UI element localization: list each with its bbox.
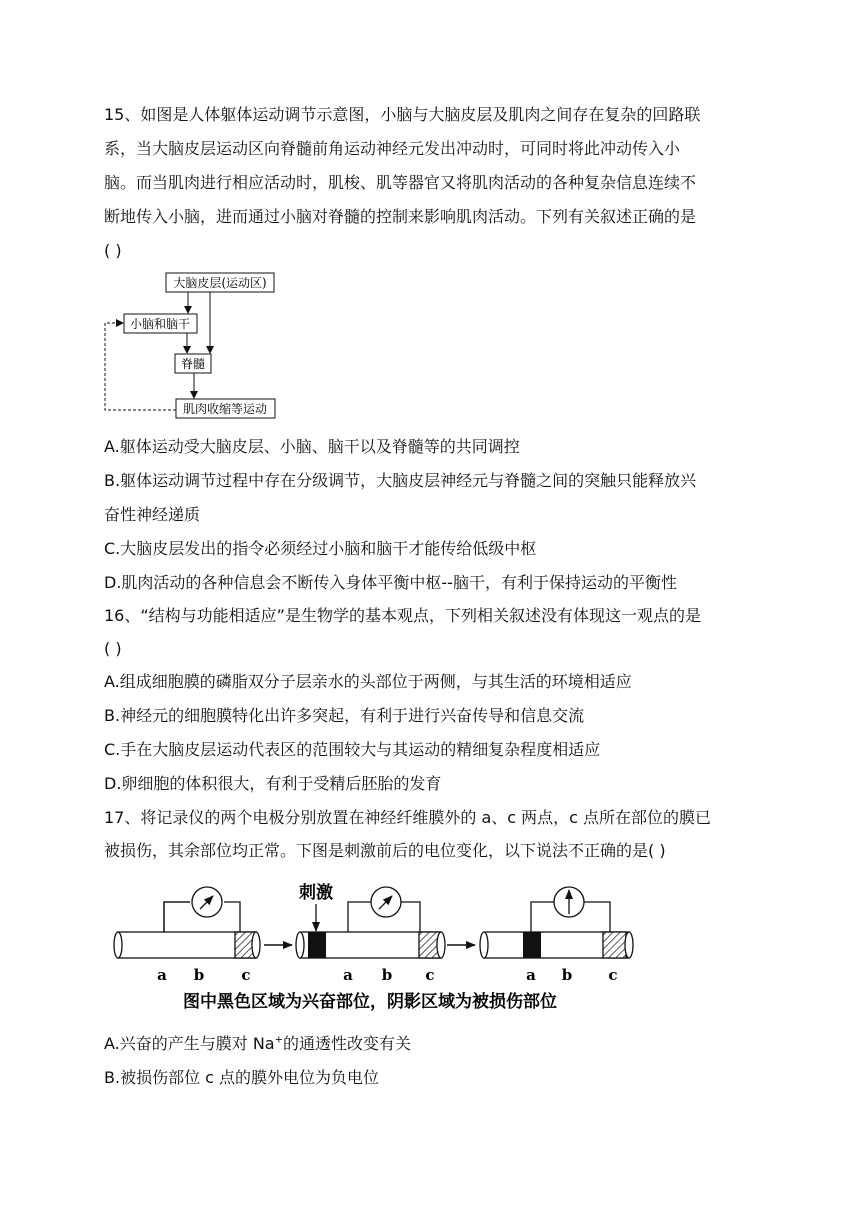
- label-c: c: [608, 966, 618, 984]
- q17-stem-line-2: 被损伤，其余部位均正常。下图是刺激前后的电位变化，以下说法不正确的是( ): [104, 841, 666, 860]
- q17-stem-line-1: 17、将记录仪的两个电极分别放置在神经纤维膜外的 a、c 两点，c 点所在部位的膜已: [104, 808, 712, 827]
- label-c: c: [425, 966, 435, 984]
- q15-stem-line-1: 15、如图是人体躯体运动调节示意图，小脑与大脑皮层及肌肉之间存在复杂的回路联: [104, 105, 701, 124]
- motor-control-diagram: [95, 265, 295, 425]
- q15-stem-line-4: 断地传入小脑，进而通过小脑对脊髓的控制来影响肌肉活动。下列有关叙述正确的是: [104, 207, 697, 226]
- q16-option-d: D.卵细胞的体积很大，有利于受精后胚胎的发育: [104, 774, 442, 793]
- q16-option-a: A.组成细胞膜的磷脂双分子层亲水的头部位于两侧，与其生活的环境相适应: [104, 672, 632, 691]
- q15-stem-line-3: 脑。而当肌肉进行相应活动时，肌梭、肌等器官又将肌肉活动的各种复杂信息连续不: [104, 173, 697, 192]
- q15-option-a: A.躯体运动受大脑皮层、小脑、脑干以及脊髓等的共同调控: [104, 437, 520, 456]
- fiber-end: [252, 932, 260, 958]
- stimulus-label: 刺激: [299, 883, 333, 903]
- nerve-fiber-figure: [100, 872, 660, 1022]
- q15-stem-line-2: 系，当大脑皮层运动区向脊髓前角运动神经元发出冲动时，可同时将此冲动传入小: [104, 139, 681, 158]
- muscle-label: 肌肉收缩等运动: [182, 402, 268, 416]
- q16-answer-blank: ( ): [104, 639, 122, 658]
- q16-option-b: B.神经元的细胞膜特化出许多突起，有利于进行兴奋传导和信息交流: [104, 706, 585, 725]
- q17-option-a-tail: 的通透性改变有关: [283, 1034, 412, 1053]
- q17-option-a: [104, 1034, 411, 1054]
- label-b: b: [381, 966, 393, 984]
- label-c: c: [241, 966, 251, 984]
- fiber-end: [625, 932, 633, 958]
- q17-option-b: B.被损伤部位 c 点的膜外电位为负电位: [104, 1068, 380, 1087]
- q16-option-c: C.手在大脑皮层运动代表区的范围较大与其运动的精细复杂程度相适应: [104, 740, 601, 759]
- panel-before-stimulus: [114, 887, 260, 958]
- fiber-end: [437, 932, 445, 958]
- cortex-label: 大脑皮层(运动区): [173, 276, 267, 290]
- label-a: a: [157, 966, 167, 984]
- point-labels: [157, 966, 617, 984]
- figure-caption: 图中黑色区域为兴奋部位，阴影区域为被损伤部位: [183, 992, 557, 1012]
- excited-region: [308, 932, 326, 958]
- electrode-wires: [164, 902, 190, 932]
- cerebellum-label: 小脑和脑干: [129, 317, 191, 331]
- label-a: a: [526, 966, 536, 984]
- label-b: b: [561, 966, 573, 984]
- damaged-region: [603, 932, 626, 958]
- label-a: a: [343, 966, 353, 984]
- q15-option-b-cont: 奋性神经递质: [104, 505, 201, 524]
- q16-stem-line-1: 16、“结构与功能相适应”是生物学的基本观点，下列相关叙述没有体现这一观点的是: [104, 606, 701, 625]
- panel-after-stimulus: [296, 882, 445, 958]
- sodium-charge: +: [274, 1034, 284, 1046]
- q15-option-c: C.大脑皮层发出的指令必须经过小脑和脑干才能传给低级中枢: [104, 539, 537, 558]
- q15-option-b: B.躯体运动调节过程中存在分级调节，大脑皮层神经元与脊髓之间的突触只能释放兴: [104, 471, 697, 490]
- feedback-dashed-loop: [105, 323, 176, 410]
- spinal-label: 脊髓: [180, 357, 206, 371]
- excited-region: [523, 932, 541, 958]
- q15-answer-blank: ( ): [104, 241, 122, 260]
- panel-later: [480, 887, 633, 958]
- label-b: b: [193, 966, 205, 984]
- q15-option-d: D.肌肉活动的各种信息会不断传入身体平衡中枢--脑干，有利于保持运动的平衡性: [104, 573, 677, 592]
- q17-option-a-text: A.兴奋的产生与膜对 Na: [104, 1034, 275, 1053]
